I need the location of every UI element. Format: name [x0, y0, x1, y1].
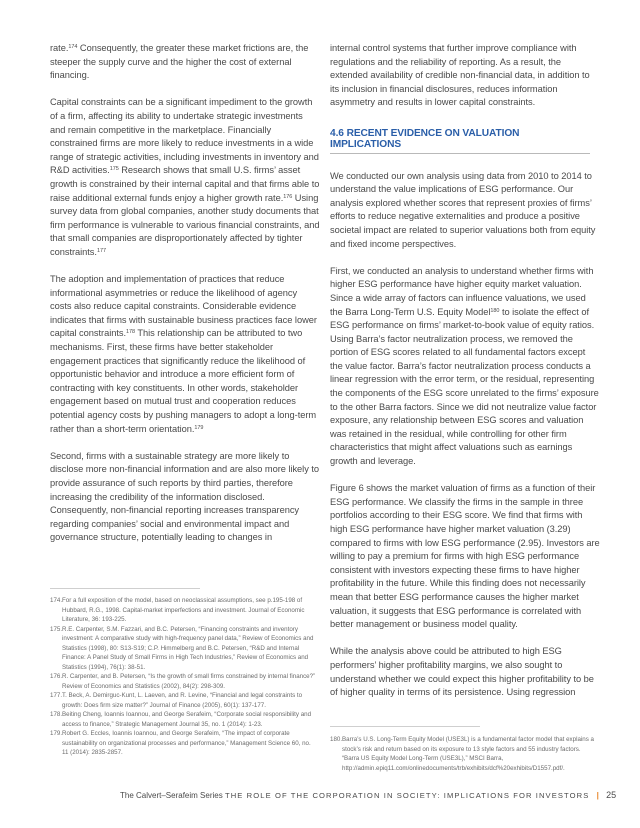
footnote: 174. For a full exposition of the model, based on neoclassical assumptions, see p.195-198 of Hubbard, R.G., 1998. Capital-market imperfections and investment. Journal of Economic Literature, 36: 193-225. [50, 597, 305, 623]
footnote: 180. Barra’s U.S. Long-Term Equity Model (USE3L) is a fundamental factor model that explains a stock’s risk and return based on its exposure to 13 style factors and 55 industry factors. “Barra US Equity Model Long-Term (USE3L),” MSCI Barra, http://admin.epiq11.com/onlinedocuments/trb/exhibits/dcf%20exhibits/D1557.pdf/. [330, 736, 594, 772]
footnote-ref[interactable]: 175 [109, 166, 119, 173]
paragraph: The adoption and implementation of practices that reduce informational asymmetries or reduce the likelihood of agency costs also reduce capital constraints. Considerable evidence indicates that firms with sustainable business practices face lower capital constraints.$^{178}$ This relationship can be attributed to two mechanisms. First, these firms have better stakeholder engagement practices that significantly reduce the likelihood of opportunistic behavior and introduce a more efficient form of contracting with key constituents. In other words, stakeholder engagement based on mutual trust and cooperation reduces potential agency costs by pushing managers to adopt a long-term rather than a short-term orientation.$^{179}$ [50, 274, 317, 434]
paragraph: Figure 6 shows the market valuation of firms as a function of their ESG performance. We classify the firms in the sample in three portfolios according to their ESG score. We find that firms with high ESG performance have higher market valuation (3.29) compared to firms with low ESG performance (2.95). Investors are willing to pay a premium for firms with high ESG performance consistent with investors expecting these firms to have higher profitability in the future. While this finding does not necessarily mean that better ESG performance causes the higher market valuation, it suggests that ESG performance is correlated with better management or business model quality. [330, 483, 600, 630]
paragraph: Second, firms with a sustainable strategy are more likely to disclose more non-financial information and are also more likely to provide assurance of such reports by third parties, therefore increasing the credibility of the information disclosed. Consequently, non-financial reporting increases transparency regarding companies’ social and environmental impact and governance structure, potentially leading to changes in [50, 450, 319, 543]
footnote-divider [50, 588, 200, 589]
paragraph: While the analysis above could be attributed to high ESG performers’ higher profitability margins, we also sought to understand whether we could expect this higher profitability to be of higher quality in terms of its persistence. Using regression [330, 646, 594, 698]
paragraph: We conducted our own analysis using data from 2010 to 2014 to understand the value implications of ESG performance. Our analysis explored whether scores that represent proxies of firms’ efforts to reduce negative externalities and produce a positive societal impact are related to superior valuations both from equity and fixed income perspectives. [330, 170, 596, 249]
footnote-ref[interactable]: 179 [194, 424, 204, 431]
footnote: 176. R. Carpenter, and B. Petersen, “Is the growth of small firms constrained by internal finance?” Review of Economics and Statistics (2002), 84(2): 298-309. [50, 673, 316, 690]
left-column [50, 42, 320, 559]
footnote: 175. R.E. Carpenter, S.M. Fazzari, and B.C. Petersen, “Financing constraints and inventory investment: A comparative study with high-frequency panel data,” Review of Economics and Statistics (1998), 80: S13-S19; C.P. Himmelberg and B.C. Petersen, “R&D and Internal Finance: A Panel Study of Small Firms in High Tech Industries,” Review of Economics and Statistics (1994), 76(1): 38-51. [50, 625, 314, 671]
footnote: 179. Robert G. Eccles, Ioannis Ioannou, and George Serafeim, “The impact of corporate sustainability on organizational processes and performance,” Management Science 60, no. 11 (2014): 2835-2857. [50, 730, 311, 756]
footnote-ref[interactable]: 178 [126, 329, 136, 336]
section-heading: 4.6 RECENT EVIDENCE ON VALUATION IMPLICATIONS [330, 124, 590, 154]
footnote: 178. Beiting Cheng, Ioannis Ioannou, and George Serafeim, “Corporate social responsibility and access to finance,” Strategic Management Journal 35, no. 1 (2014): 1-23. [50, 711, 312, 728]
page-footer [120, 790, 617, 800]
footnote-divider [330, 726, 480, 727]
document-title: THE ROLE OF THE CORPORATION IN SOCIETY: IMPLICATIONS FOR INVESTORS [224, 791, 590, 800]
footer-separator: | [596, 791, 599, 800]
paragraph: rate.$^{174}$ Consequently, the greater these market frictions are, the steeper the supply curve and the higher the cost of external financing. [50, 43, 309, 81]
paragraph: First, we conducted an analysis to understand whether firms with higher ESG performance have higher equity market valuation. Since a wide array of factors can influence valuations, we used the Barra Long-Term U.S. Equity Model$^{180}$ to isolate the effect of ESG performance on firms’ market-to-book value of equity ratios. Using Barra’s factor neutralization process, we removed the portion of ESG scores related to all fundamental factors except the value factor. Barra’s factor neutralization process conducts a linear regression with the error term, or the residual, representing the components of the ESG score unrelated to the firms’ exposure to the other Barra factors. Since we did not neutralize value factor exposure, any relationship between ESG scores and valuation was retained in the residual, while controlling for other firm characteristics that might affect valuations such as earnings growth and leverage. [330, 265, 599, 467]
footnote-ref[interactable]: 177 [96, 247, 106, 254]
series-name: The Calvert–Serafeim Series [120, 791, 223, 800]
footnote-ref[interactable]: 174 [68, 44, 78, 50]
right-column [330, 42, 600, 713]
page-number: 25 [606, 790, 617, 800]
paragraph: Capital constraints can be a significant impediment to the growth of a firm, affecting its ability to undertake strategic investments and remain competitive in the marketplace. Financially constrained firms are more likely to reduce investments in a wide range of strategic activities, including investments in inventory and R&D activities.$^{175}$ Research shows that small U.S. firms’ asset growth is constrained by their internal capital and that firms able to raise additional external funds enjoy a higher growth rate.$^{176}$ Using survey data from global companies, another study documents that firm performance is vulnerable to various financial constraints, and that small companies are disproportionately affected by tighter constraints.$^{177}$ [50, 97, 320, 257]
left-footnotes [50, 596, 318, 758]
footnote-ref[interactable]: 176 [283, 193, 293, 200]
footnote-ref[interactable]: 180 [490, 307, 500, 314]
right-footnotes [330, 735, 598, 773]
footnote: 177. T. Beck, A. Demirguc-Kunt, L. Laeven, and R. Levine, “Financial and legal constraints to growth: Does firm size matter?” Journal of Finance (2005), 60(1): 137-177. [50, 692, 303, 709]
paragraph: internal control systems that further improve compliance with regulations and the reliability of reporting. As a result, the extended availability of credible non-financial data, in addition to its inclusion in financial disclosures, reduces information asymmetry and results in lower capital constraints. [330, 43, 590, 108]
